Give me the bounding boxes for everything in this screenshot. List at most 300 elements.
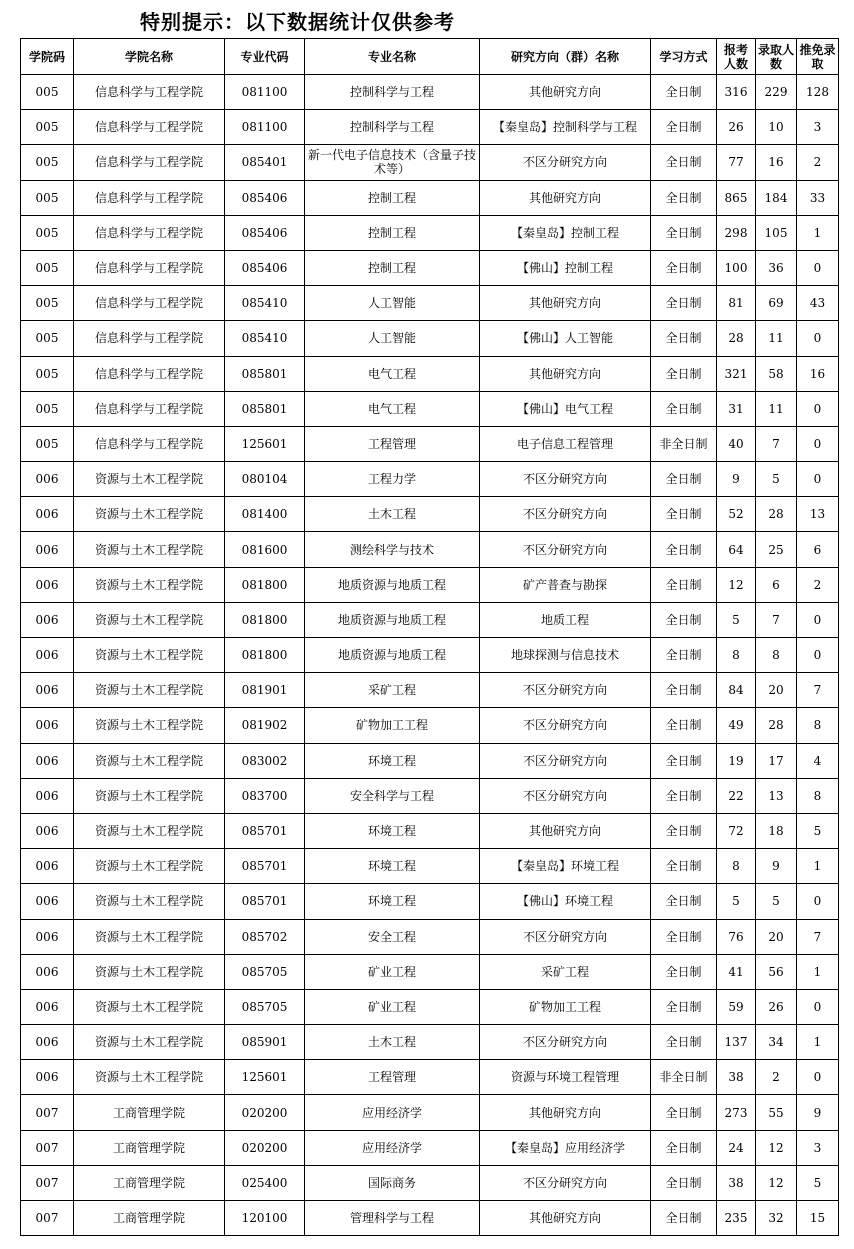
table-row [21,743,839,778]
cell-college-name: 资源与土木工程学院 [74,638,225,673]
cell-study-mode: 全日制 [651,75,717,110]
table-row [21,110,839,145]
cell-study-mode: 全日制 [651,250,717,285]
cell-college-code: 006 [21,884,74,919]
table-row [21,426,839,461]
cell-college-code: 006 [21,462,74,497]
cell-exempt: 0 [797,250,839,285]
table-row [21,813,839,848]
cell-admitted: 28 [756,708,797,743]
cell-major-name: 矿业工程 [305,989,480,1024]
cell-study-mode: 全日制 [651,532,717,567]
cell-college-name: 资源与土木工程学院 [74,673,225,708]
cell-major-code: 085701 [225,813,305,848]
cell-study-mode: 全日制 [651,849,717,884]
cell-admitted: 13 [756,778,797,813]
cell-applicants: 865 [717,180,756,215]
cell-admitted: 12 [756,1130,797,1165]
cell-admitted: 229 [756,75,797,110]
cell-major-name: 人工智能 [305,286,480,321]
cell-college-code: 006 [21,1060,74,1095]
cell-direction: 【秦皇岛】控制科学与工程 [480,110,651,145]
cell-applicants: 38 [717,1165,756,1200]
cell-exempt: 7 [797,673,839,708]
cell-college-name: 资源与土木工程学院 [74,884,225,919]
cell-major-name: 环境工程 [305,884,480,919]
cell-major-name: 矿物加工工程 [305,708,480,743]
cell-study-mode: 全日制 [651,1201,717,1236]
cell-study-mode: 全日制 [651,884,717,919]
cell-major-name: 电气工程 [305,391,480,426]
cell-admitted: 55 [756,1095,797,1130]
cell-exempt: 2 [797,145,839,180]
cell-admitted: 20 [756,673,797,708]
cell-applicants: 316 [717,75,756,110]
cell-applicants: 52 [717,497,756,532]
cell-major-name: 地质资源与地质工程 [305,602,480,637]
cell-college-name: 资源与土木工程学院 [74,849,225,884]
cell-college-code: 005 [21,321,74,356]
cell-college-name: 资源与土木工程学院 [74,1060,225,1095]
cell-applicants: 26 [717,110,756,145]
cell-college-code: 006 [21,989,74,1024]
cell-major-code: 083700 [225,778,305,813]
cell-direction: 【秦皇岛】环境工程 [480,849,651,884]
header-exempt: 推免录取 [797,39,839,75]
cell-admitted: 32 [756,1201,797,1236]
cell-major-name: 控制科学与工程 [305,75,480,110]
cell-major-name: 新一代电子信息技术（含量子技术等） [305,145,480,180]
table-row [21,919,839,954]
cell-major-name: 应用经济学 [305,1095,480,1130]
header-applicants: 报考人数 [717,39,756,75]
cell-major-name: 环境工程 [305,813,480,848]
cell-direction: 其他研究方向 [480,75,651,110]
cell-major-name: 安全工程 [305,919,480,954]
table-row [21,497,839,532]
cell-study-mode: 全日制 [651,708,717,743]
cell-applicants: 9 [717,462,756,497]
cell-exempt: 15 [797,1201,839,1236]
cell-exempt: 1 [797,954,839,989]
cell-exempt: 3 [797,110,839,145]
cell-exempt: 5 [797,1165,839,1200]
cell-major-name: 工程力学 [305,462,480,497]
cell-major-code: 085410 [225,321,305,356]
cell-admitted: 7 [756,426,797,461]
table-row [21,989,839,1024]
cell-applicants: 298 [717,215,756,250]
cell-major-name: 地质资源与地质工程 [305,567,480,602]
cell-study-mode: 全日制 [651,1165,717,1200]
cell-college-name: 工商管理学院 [74,1095,225,1130]
header-college-code: 学院码 [21,39,74,75]
cell-direction: 不区分研究方向 [480,673,651,708]
cell-study-mode: 全日制 [651,743,717,778]
cell-exempt: 33 [797,180,839,215]
cell-admitted: 34 [756,1025,797,1060]
cell-major-name: 控制工程 [305,250,480,285]
cell-admitted: 20 [756,919,797,954]
cell-admitted: 69 [756,286,797,321]
cell-exempt: 0 [797,391,839,426]
cell-major-code: 125601 [225,426,305,461]
cell-applicants: 235 [717,1201,756,1236]
cell-study-mode: 全日制 [651,1130,717,1165]
cell-college-name: 资源与土木工程学院 [74,1025,225,1060]
table-row [21,321,839,356]
cell-college-code: 005 [21,356,74,391]
cell-college-name: 资源与土木工程学院 [74,497,225,532]
cell-study-mode: 全日制 [651,391,717,426]
cell-direction: 【佛山】控制工程 [480,250,651,285]
cell-college-code: 006 [21,743,74,778]
cell-college-code: 007 [21,1165,74,1200]
table-header-row [21,39,839,75]
table-row [21,462,839,497]
cell-exempt: 128 [797,75,839,110]
cell-study-mode: 全日制 [651,813,717,848]
cell-direction: 其他研究方向 [480,356,651,391]
cell-college-name: 信息科学与工程学院 [74,356,225,391]
cell-direction: 不区分研究方向 [480,497,651,532]
cell-study-mode: 全日制 [651,321,717,356]
cell-major-name: 人工智能 [305,321,480,356]
cell-direction: 资源与环境工程管理 [480,1060,651,1095]
cell-direction: 其他研究方向 [480,180,651,215]
cell-admitted: 36 [756,250,797,285]
cell-major-name: 安全科学与工程 [305,778,480,813]
cell-study-mode: 全日制 [651,638,717,673]
cell-college-code: 006 [21,813,74,848]
header-direction: 研究方向（群）名称 [480,39,651,75]
cell-direction: 其他研究方向 [480,813,651,848]
table-row [21,567,839,602]
cell-admitted: 6 [756,567,797,602]
cell-major-name: 地质资源与地质工程 [305,638,480,673]
cell-exempt: 0 [797,462,839,497]
cell-major-code: 080104 [225,462,305,497]
cell-direction: 地质工程 [480,602,651,637]
cell-major-name: 控制科学与工程 [305,110,480,145]
cell-admitted: 25 [756,532,797,567]
cell-college-name: 工商管理学院 [74,1201,225,1236]
table-row [21,1130,839,1165]
table-row [21,75,839,110]
cell-study-mode: 全日制 [651,180,717,215]
cell-college-code: 005 [21,180,74,215]
cell-major-code: 125601 [225,1060,305,1095]
cell-admitted: 105 [756,215,797,250]
cell-applicants: 31 [717,391,756,426]
cell-admitted: 184 [756,180,797,215]
cell-exempt: 1 [797,1025,839,1060]
cell-admitted: 5 [756,884,797,919]
cell-applicants: 77 [717,145,756,180]
cell-college-name: 资源与土木工程学院 [74,567,225,602]
cell-college-code: 006 [21,497,74,532]
cell-major-code: 085901 [225,1025,305,1060]
table-row [21,250,839,285]
cell-direction: 采矿工程 [480,954,651,989]
cell-college-name: 工商管理学院 [74,1130,225,1165]
cell-direction: 不区分研究方向 [480,462,651,497]
cell-exempt: 2 [797,567,839,602]
header-major-code: 专业代码 [225,39,305,75]
cell-college-code: 005 [21,426,74,461]
table-row [21,145,839,180]
cell-major-name: 环境工程 [305,743,480,778]
cell-direction: 矿产普查与勘探 [480,567,651,602]
cell-college-name: 信息科学与工程学院 [74,145,225,180]
cell-study-mode: 全日制 [651,1025,717,1060]
cell-major-name: 国际商务 [305,1165,480,1200]
cell-study-mode: 全日制 [651,954,717,989]
table-row [21,391,839,426]
cell-study-mode: 非全日制 [651,1060,717,1095]
cell-major-name: 环境工程 [305,849,480,884]
cell-college-code: 005 [21,250,74,285]
cell-direction: 【佛山】人工智能 [480,321,651,356]
cell-direction: 不区分研究方向 [480,919,651,954]
cell-exempt: 0 [797,426,839,461]
header-college-name: 学院名称 [74,39,225,75]
cell-college-code: 005 [21,75,74,110]
cell-major-name: 测绘科学与技术 [305,532,480,567]
table-row [21,673,839,708]
cell-exempt: 6 [797,532,839,567]
cell-college-code: 007 [21,1095,74,1130]
cell-study-mode: 全日制 [651,989,717,1024]
cell-major-code: 085702 [225,919,305,954]
table-row [21,849,839,884]
cell-applicants: 41 [717,954,756,989]
cell-major-code: 085401 [225,145,305,180]
cell-exempt: 3 [797,1130,839,1165]
cell-admitted: 58 [756,356,797,391]
table-row [21,884,839,919]
cell-college-name: 信息科学与工程学院 [74,215,225,250]
cell-college-name: 信息科学与工程学院 [74,426,225,461]
cell-admitted: 18 [756,813,797,848]
cell-major-code: 085701 [225,849,305,884]
cell-major-code: 025400 [225,1165,305,1200]
cell-admitted: 17 [756,743,797,778]
table-row [21,1165,839,1200]
table-body [21,75,839,1236]
cell-college-name: 资源与土木工程学院 [74,743,225,778]
cell-study-mode: 全日制 [651,778,717,813]
cell-admitted: 5 [756,462,797,497]
cell-college-code: 005 [21,391,74,426]
cell-college-name: 资源与土木工程学院 [74,708,225,743]
cell-major-code: 020200 [225,1095,305,1130]
cell-college-code: 006 [21,849,74,884]
cell-major-code: 020200 [225,1130,305,1165]
cell-applicants: 12 [717,567,756,602]
cell-applicants: 8 [717,638,756,673]
cell-applicants: 8 [717,849,756,884]
cell-college-name: 资源与土木工程学院 [74,462,225,497]
cell-study-mode: 全日制 [651,602,717,637]
cell-study-mode: 全日制 [651,286,717,321]
cell-applicants: 72 [717,813,756,848]
cell-study-mode: 全日制 [651,356,717,391]
cell-admitted: 11 [756,391,797,426]
cell-admitted: 16 [756,145,797,180]
cell-college-name: 工商管理学院 [74,1165,225,1200]
cell-major-name: 管理科学与工程 [305,1201,480,1236]
cell-study-mode: 全日制 [651,673,717,708]
cell-study-mode: 全日制 [651,110,717,145]
cell-applicants: 59 [717,989,756,1024]
cell-major-code: 081400 [225,497,305,532]
cell-major-code: 085705 [225,954,305,989]
cell-college-code: 005 [21,145,74,180]
cell-major-code: 085801 [225,356,305,391]
cell-college-code: 007 [21,1130,74,1165]
cell-college-name: 信息科学与工程学院 [74,321,225,356]
table-row [21,215,839,250]
cell-major-code: 081800 [225,602,305,637]
cell-exempt: 0 [797,321,839,356]
cell-applicants: 5 [717,602,756,637]
cell-direction: 地球探测与信息技术 [480,638,651,673]
cell-college-code: 006 [21,638,74,673]
cell-major-code: 081600 [225,532,305,567]
cell-college-code: 005 [21,215,74,250]
cell-direction: 不区分研究方向 [480,778,651,813]
cell-admitted: 12 [756,1165,797,1200]
table-row [21,1095,839,1130]
cell-major-name: 土木工程 [305,497,480,532]
cell-applicants: 273 [717,1095,756,1130]
cell-major-code: 085701 [225,884,305,919]
cell-exempt: 8 [797,778,839,813]
cell-exempt: 0 [797,1060,839,1095]
cell-college-code: 005 [21,286,74,321]
cell-study-mode: 全日制 [651,1095,717,1130]
cell-college-name: 信息科学与工程学院 [74,286,225,321]
cell-major-code: 081800 [225,638,305,673]
cell-exempt: 4 [797,743,839,778]
table-row [21,602,839,637]
cell-applicants: 76 [717,919,756,954]
cell-applicants: 22 [717,778,756,813]
cell-study-mode: 全日制 [651,497,717,532]
cell-applicants: 84 [717,673,756,708]
cell-college-code: 006 [21,1025,74,1060]
cell-direction: 不区分研究方向 [480,532,651,567]
cell-study-mode: 全日制 [651,462,717,497]
cell-college-code: 006 [21,708,74,743]
cell-college-code: 006 [21,532,74,567]
table-row [21,286,839,321]
table-row [21,708,839,743]
table-row [21,532,839,567]
cell-direction: 其他研究方向 [480,1095,651,1130]
cell-college-name: 资源与土木工程学院 [74,778,225,813]
cell-major-name: 矿业工程 [305,954,480,989]
cell-exempt: 5 [797,813,839,848]
cell-applicants: 49 [717,708,756,743]
cell-direction: 不区分研究方向 [480,1165,651,1200]
cell-study-mode: 全日制 [651,567,717,602]
cell-major-code: 081901 [225,673,305,708]
table-row [21,1025,839,1060]
cell-college-name: 资源与土木工程学院 [74,919,225,954]
cell-admitted: 8 [756,638,797,673]
cell-exempt: 1 [797,215,839,250]
cell-applicants: 24 [717,1130,756,1165]
table-row [21,356,839,391]
cell-college-code: 006 [21,778,74,813]
cell-major-name: 电气工程 [305,356,480,391]
cell-applicants: 137 [717,1025,756,1060]
cell-study-mode: 全日制 [651,919,717,954]
cell-college-name: 信息科学与工程学院 [74,110,225,145]
cell-college-code: 007 [21,1201,74,1236]
cell-study-mode: 全日制 [651,145,717,180]
cell-major-name: 土木工程 [305,1025,480,1060]
cell-admitted: 26 [756,989,797,1024]
cell-major-name: 控制工程 [305,180,480,215]
cell-major-code: 085705 [225,989,305,1024]
cell-major-code: 085801 [225,391,305,426]
cell-applicants: 38 [717,1060,756,1095]
cell-major-name: 控制工程 [305,215,480,250]
cell-exempt: 8 [797,708,839,743]
cell-college-name: 资源与土木工程学院 [74,989,225,1024]
header-admitted: 录取人数 [756,39,797,75]
cell-exempt: 0 [797,638,839,673]
cell-major-name: 应用经济学 [305,1130,480,1165]
cell-direction: 【佛山】电气工程 [480,391,651,426]
cell-exempt: 7 [797,919,839,954]
cell-applicants: 5 [717,884,756,919]
page-title: 特别提示：以下数据统计仅供参考 [140,10,455,34]
cell-admitted: 7 [756,602,797,637]
cell-college-code: 006 [21,919,74,954]
cell-applicants: 28 [717,321,756,356]
cell-major-name: 采矿工程 [305,673,480,708]
cell-college-code: 006 [21,602,74,637]
cell-exempt: 0 [797,602,839,637]
cell-direction: 【秦皇岛】应用经济学 [480,1130,651,1165]
cell-applicants: 64 [717,532,756,567]
cell-college-name: 信息科学与工程学院 [74,75,225,110]
cell-college-code: 006 [21,567,74,602]
cell-exempt: 0 [797,884,839,919]
cell-direction: 不区分研究方向 [480,1025,651,1060]
cell-college-name: 信息科学与工程学院 [74,391,225,426]
table-row [21,1201,839,1236]
cell-college-name: 资源与土木工程学院 [74,954,225,989]
cell-college-name: 资源与土木工程学院 [74,602,225,637]
cell-major-name: 工程管理 [305,1060,480,1095]
cell-direction: 不区分研究方向 [480,145,651,180]
cell-exempt: 0 [797,989,839,1024]
cell-admitted: 9 [756,849,797,884]
cell-applicants: 100 [717,250,756,285]
cell-direction: 不区分研究方向 [480,708,651,743]
cell-applicants: 321 [717,356,756,391]
cell-major-code: 085406 [225,180,305,215]
cell-applicants: 19 [717,743,756,778]
cell-major-code: 081800 [225,567,305,602]
cell-direction: 【佛山】环境工程 [480,884,651,919]
cell-applicants: 81 [717,286,756,321]
